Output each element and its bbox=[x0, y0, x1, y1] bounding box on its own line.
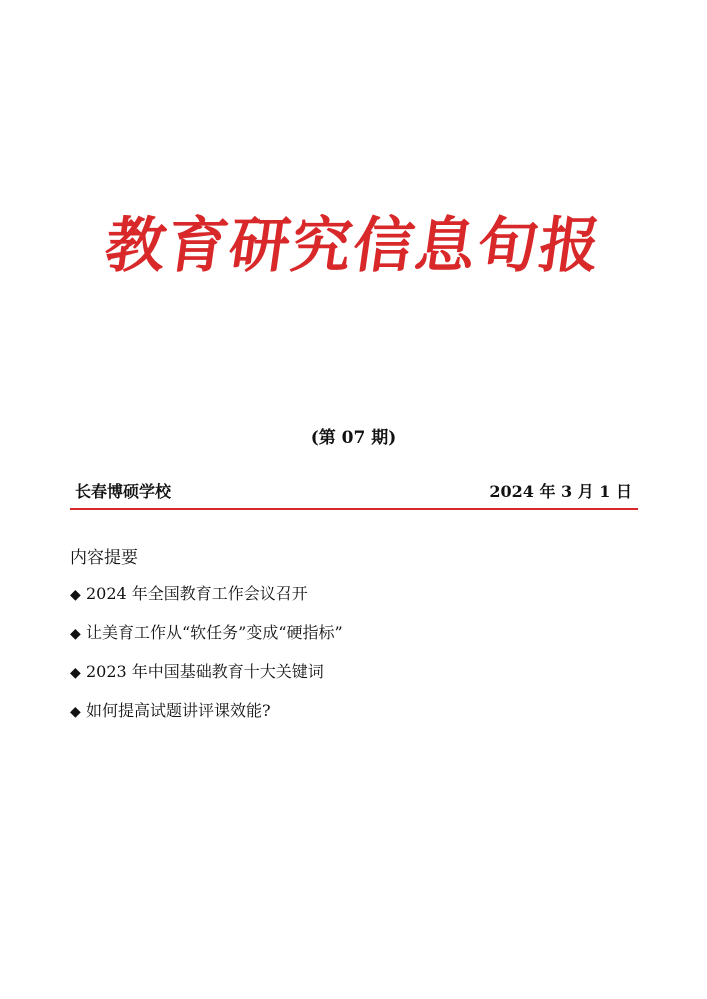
diamond-bullet-icon: ◆ bbox=[70, 626, 81, 642]
diamond-bullet-icon: ◆ bbox=[70, 704, 81, 720]
header-divider bbox=[70, 508, 638, 510]
contents-list bbox=[70, 580, 630, 725]
issue-number: (第 07 期) bbox=[310, 428, 397, 448]
contents-item-text: 2023 年中国基础教育十大关键词 bbox=[86, 662, 324, 681]
publication-date: 2024 年 3 月 1 日 bbox=[489, 482, 632, 501]
contents-summary bbox=[70, 544, 630, 736]
contents-item bbox=[70, 697, 630, 725]
publication-meta bbox=[75, 479, 632, 505]
contents-item-text: 如何提高试题讲评课效能? bbox=[86, 701, 271, 720]
diamond-bullet-icon: ◆ bbox=[70, 587, 81, 603]
contents-item bbox=[70, 580, 630, 608]
contents-item bbox=[70, 619, 630, 647]
newsletter-title: 教育研究信息旬报 bbox=[100, 211, 607, 281]
contents-heading: 内容提要 bbox=[70, 548, 138, 568]
school-name: 长春博硕学校 bbox=[75, 482, 172, 501]
contents-item-text: 2024 年全国教育工作会议召开 bbox=[86, 584, 308, 603]
contents-item-text: 让美育工作从“软任务”变成“硬指标” bbox=[86, 623, 343, 642]
contents-item bbox=[70, 658, 630, 686]
diamond-bullet-icon: ◆ bbox=[70, 665, 81, 681]
